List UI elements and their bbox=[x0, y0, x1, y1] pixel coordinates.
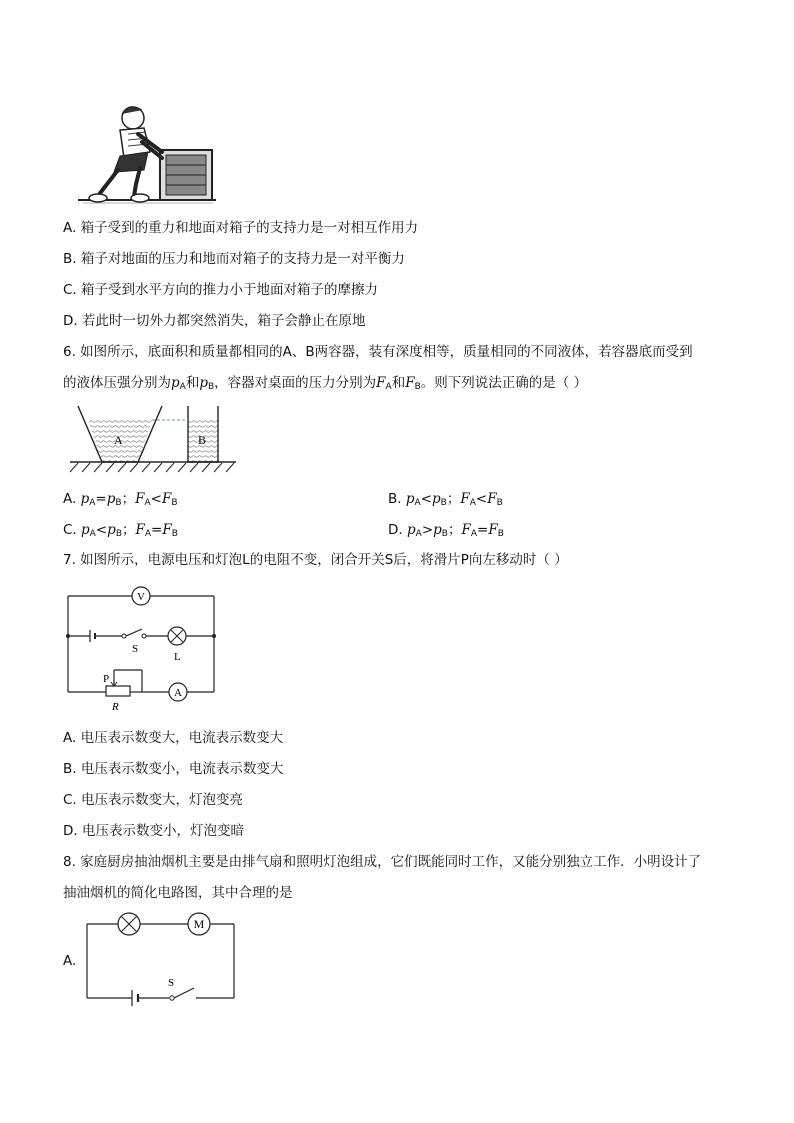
switch-label: S bbox=[132, 643, 139, 655]
ammeter-label: A bbox=[174, 687, 182, 699]
q8-stem-line1: 8. 家庭厨房抽油烟机主要是由排气扇和照明灯泡组成，它们既能同时工作，又能分别独立工作．小明设计了 bbox=[63, 854, 702, 870]
q6-option-d: D. $p_A>p_B$；$F_A=F_B$ bbox=[388, 522, 504, 539]
switch-label: S bbox=[168, 977, 175, 989]
q7-option-c: C. 电压表示数变大，灯泡变亮 bbox=[63, 792, 244, 808]
motor-label: M bbox=[193, 917, 205, 931]
q7-option-d: D. 电压表示数变小，灯泡变暗 bbox=[63, 823, 244, 839]
q7-option-a: A. 电压表示数变大，电流表示数变大 bbox=[63, 730, 284, 746]
q8-option-a-label: A. bbox=[63, 953, 77, 969]
q5-option-c: C. 箱子受到水平方向的推力小于地面对箱子的摩擦力 bbox=[63, 282, 379, 298]
q7-circuit-diagram bbox=[62, 584, 222, 714]
q5-option-a: A. 箱子受到的重力和地面对箱子的支持力是一对相互作用力 bbox=[63, 220, 419, 236]
q7-stem: 7. 如图所示，电源电压和灯泡L的电阻不变，闭合开关S后，将滑片P向左移动时（ ） bbox=[63, 552, 568, 568]
container-a-label: A bbox=[114, 433, 123, 447]
q7-option-b: B. 电压表示数变小，电流表示数变大 bbox=[63, 761, 284, 777]
container-b-label: B bbox=[198, 433, 207, 447]
q6-option-a: A. $p_A=p_B$；$F_A<F_B$ bbox=[63, 491, 178, 508]
voltmeter-label: V bbox=[137, 591, 145, 603]
q8-option-a-circuit bbox=[84, 908, 239, 1012]
q6-option-c: C. $p_A<p_B$；$F_A=F_B$ bbox=[63, 522, 178, 539]
boy-pushing-box-illustration bbox=[78, 100, 218, 205]
q6-stem-line1: 6. 如图所示，底面积和质量都相同的A、B两容器，装有深度相等，质量相同的不同液体，若容器底而受到 bbox=[63, 344, 693, 360]
slider-label: P bbox=[103, 673, 110, 685]
lamp-label: L bbox=[174, 651, 181, 663]
q5-option-b: B. 箱子对地面的压力和地而对箱子的支持力是一对平衡力 bbox=[63, 251, 405, 267]
rheostat-label: R bbox=[112, 701, 119, 713]
q5-option-d: D. 若此时一切外力都突然消失，箱子会静止在原地 bbox=[63, 313, 366, 329]
q6-containers-figure bbox=[66, 404, 238, 476]
q6-stem-line2: 的液体压强分别为$p_A$和$p_B$，容器对桌面的压力分别为$F_A$和$F_B$。则下列说法正确的是（ ） bbox=[63, 375, 588, 392]
q8-stem-line2: 抽油烟机的简化电路图，其中合理的是 bbox=[63, 885, 293, 901]
q6-option-b: B. $p_A<p_B$；$F_A<F_B$ bbox=[388, 491, 503, 508]
